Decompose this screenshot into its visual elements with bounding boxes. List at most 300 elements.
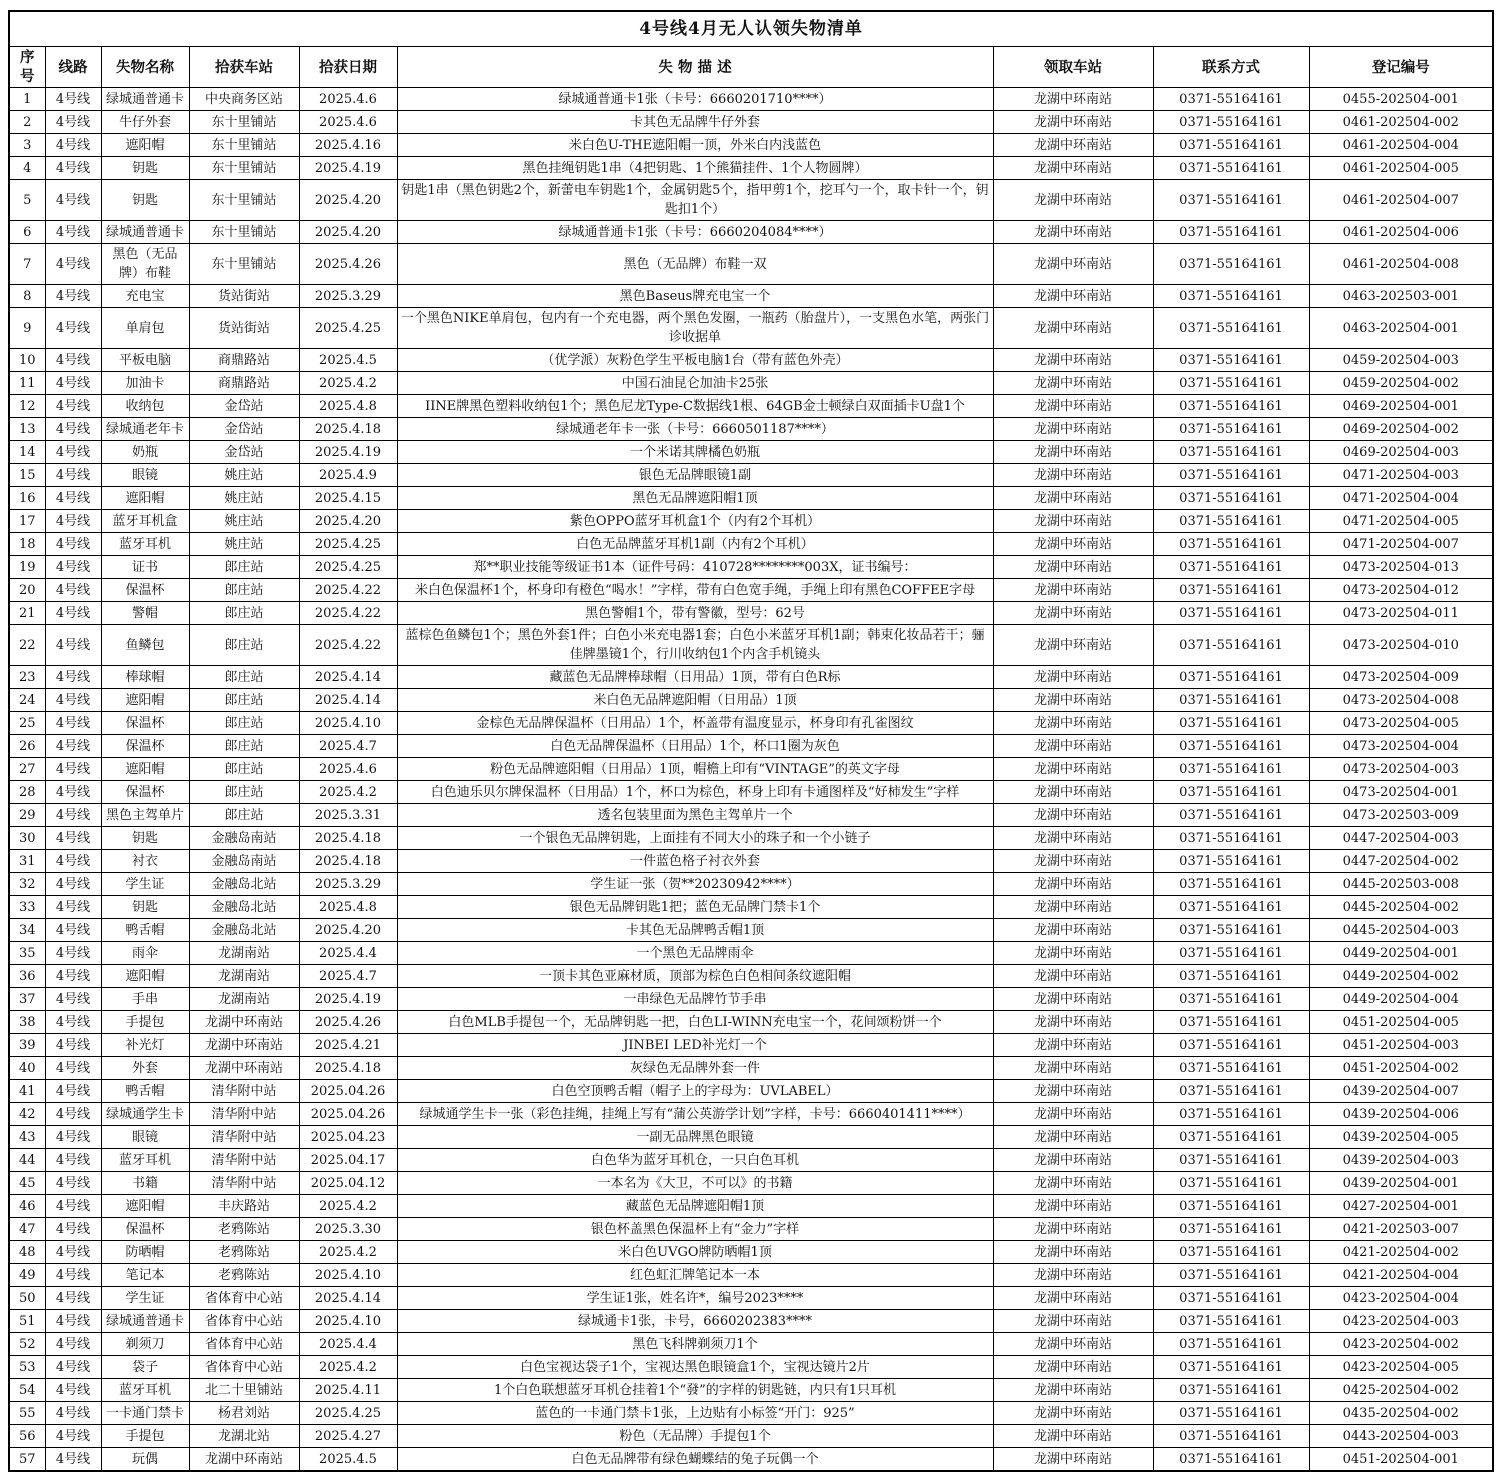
table-cell: 2025.4.19 (299, 157, 397, 180)
table-cell: 2025.4.11 (299, 1379, 397, 1402)
table-cell: 2025.4.14 (299, 1287, 397, 1310)
table-cell: 0371-55164161 (1153, 712, 1309, 735)
table-cell: 0371-55164161 (1153, 1080, 1309, 1103)
table-cell: 0371-55164161 (1153, 942, 1309, 965)
col-失物名称: 失物名称 (101, 47, 189, 88)
table-cell: 37 (9, 988, 45, 1011)
table-cell: 0423-202504-002 (1309, 1333, 1493, 1356)
table-cell: 4号线 (45, 349, 101, 372)
table-cell: 2025.4.19 (299, 441, 397, 464)
table-cell: 14 (9, 441, 45, 464)
table-cell: 4号线 (45, 1080, 101, 1103)
table-cell: 25 (9, 712, 45, 735)
table-cell: 金融岛南站 (189, 827, 299, 850)
table-cell: 遮阳帽 (101, 134, 189, 157)
table-cell: 龙湖中环南站 (189, 1448, 299, 1472)
table-cell: 蓝牙耳机 (101, 533, 189, 556)
table-row (9, 1195, 1493, 1218)
table-cell: 0439-202504-006 (1309, 1103, 1493, 1126)
table-cell: 龙湖中环南站 (993, 308, 1153, 349)
table-cell: 雨伞 (101, 942, 189, 965)
table-cell: 中央商务区站 (189, 88, 299, 111)
table-cell: 龙湖中环南站 (993, 487, 1153, 510)
table-cell: 东十里铺站 (189, 157, 299, 180)
table-cell: 龙湖中环南站 (993, 850, 1153, 873)
table-cell: 龙湖中环南站 (993, 88, 1153, 111)
table-cell: 4号线 (45, 1448, 101, 1472)
table-cell: 0371-55164161 (1153, 1172, 1309, 1195)
table-row (9, 1425, 1493, 1448)
table-cell: 0473-202504-005 (1309, 712, 1493, 735)
table-cell: 0371-55164161 (1153, 1448, 1309, 1472)
table-cell: 钥匙 (101, 157, 189, 180)
table-cell: 0439-202504-001 (1309, 1172, 1493, 1195)
table-cell: 手提包 (101, 1011, 189, 1034)
table-cell: 龙湖中环南站 (993, 988, 1153, 1011)
table-cell: 48 (9, 1241, 45, 1264)
table-cell: 卡其色无品牌牛仔外套 (397, 111, 993, 134)
table-cell: 绿城通普通卡1张（卡号：6660204084****） (397, 221, 993, 244)
table-cell: 外套 (101, 1057, 189, 1080)
table-cell: 商鼎路站 (189, 372, 299, 395)
table-cell: 龙湖北站 (189, 1425, 299, 1448)
table-cell: 2025.4.21 (299, 1034, 397, 1057)
table-cell: 郎庄站 (189, 556, 299, 579)
table-cell: 姚庄站 (189, 533, 299, 556)
table-cell: 金融岛北站 (189, 873, 299, 896)
table-cell: 4号线 (45, 1011, 101, 1034)
table-cell: 一个银色无品牌钥匙，上面挂有不同大小的珠子和一个小链子 (397, 827, 993, 850)
table-row (9, 1333, 1493, 1356)
table-cell: 2025.04.23 (299, 1126, 397, 1149)
table-cell: 0371-55164161 (1153, 896, 1309, 919)
table-row (9, 487, 1493, 510)
table-row (9, 533, 1493, 556)
table-cell: 0455-202504-001 (1309, 88, 1493, 111)
table-cell: 4号线 (45, 919, 101, 942)
table-cell: 4号线 (45, 134, 101, 157)
table-cell: 郎庄站 (189, 625, 299, 666)
table-cell: 0371-55164161 (1153, 850, 1309, 873)
table-cell: 0451-202504-003 (1309, 1034, 1493, 1057)
table-cell: 40 (9, 1057, 45, 1080)
table-cell: 0371-55164161 (1153, 157, 1309, 180)
table-cell: 52 (9, 1333, 45, 1356)
table-cell: 一个米诺其牌橘色奶瓶 (397, 441, 993, 464)
table-cell: 2025.4.8 (299, 896, 397, 919)
table-cell: 2025.4.20 (299, 510, 397, 533)
table-row (9, 965, 1493, 988)
table-cell: 黑色无品牌遮阳帽1顶 (397, 487, 993, 510)
table-cell: 2 (9, 111, 45, 134)
table-cell: 米白色UVGO牌防晒帽1顶 (397, 1241, 993, 1264)
table-cell: 龙湖中环南站 (993, 556, 1153, 579)
table-cell: 9 (9, 308, 45, 349)
table-cell: 0443-202504-003 (1309, 1425, 1493, 1448)
table-row (9, 1057, 1493, 1080)
table-cell: 鱼鳞包 (101, 625, 189, 666)
table-row (9, 1034, 1493, 1057)
table-cell: JINBEI LED补光灯一个 (397, 1034, 993, 1057)
table-cell: 龙湖中环南站 (993, 1310, 1153, 1333)
table-row (9, 88, 1493, 111)
table-cell: 0435-202504-002 (1309, 1402, 1493, 1425)
table-cell: 丰庆路站 (189, 1195, 299, 1218)
table-cell: 0425-202504-002 (1309, 1379, 1493, 1402)
table-cell: 黑色（无品牌）布鞋一双 (397, 244, 993, 285)
table-cell: 一本名为《大卫，不可以》的书籍 (397, 1172, 993, 1195)
table-cell: 钥匙 (101, 896, 189, 919)
table-cell: 4 (9, 157, 45, 180)
col-登记编号: 登记编号 (1309, 47, 1493, 88)
table-cell: 龙湖中环南站 (993, 157, 1153, 180)
table-cell: 龙湖中环南站 (993, 1402, 1153, 1425)
table-cell: 玩偶 (101, 1448, 189, 1472)
table-cell: 龙湖中环南站 (993, 735, 1153, 758)
table-cell: 龙湖中环南站 (993, 441, 1153, 464)
table-cell: 20 (9, 579, 45, 602)
table-cell: 郎庄站 (189, 735, 299, 758)
table-cell: 龙湖中环南站 (993, 758, 1153, 781)
table-cell: 2025.4.8 (299, 395, 397, 418)
table-cell: 2025.4.5 (299, 349, 397, 372)
table-cell: 2025.4.25 (299, 533, 397, 556)
table-cell: 保温杯 (101, 781, 189, 804)
table-cell: 19 (9, 556, 45, 579)
table-cell: 2025.4.10 (299, 1264, 397, 1287)
table-cell: 4号线 (45, 180, 101, 221)
table-cell: 0473-202503-009 (1309, 804, 1493, 827)
table-cell: 龙湖中环南站 (993, 134, 1153, 157)
table-cell: 0439-202504-007 (1309, 1080, 1493, 1103)
table-cell: 27 (9, 758, 45, 781)
table-cell: 18 (9, 533, 45, 556)
table-cell: 34 (9, 919, 45, 942)
table-cell: 单肩包 (101, 308, 189, 349)
table-row (9, 308, 1493, 349)
table-cell: 龙湖中环南站 (993, 180, 1153, 221)
table-cell: 姚庄站 (189, 487, 299, 510)
col-领取车站: 领取车站 (993, 47, 1153, 88)
table-cell: 笔记本 (101, 1264, 189, 1287)
table-cell: 0473-202504-013 (1309, 556, 1493, 579)
table-row (9, 111, 1493, 134)
table-cell: 4号线 (45, 804, 101, 827)
table-cell: 0445-202504-003 (1309, 919, 1493, 942)
table-cell: 0473-202504-011 (1309, 602, 1493, 625)
table-cell: 1 (9, 88, 45, 111)
table-cell: 0371-55164161 (1153, 285, 1309, 308)
table-cell: 蓝牙耳机盒 (101, 510, 189, 533)
table-row (9, 1172, 1493, 1195)
table-cell: 黑色挂绳钥匙1串（4把钥匙、1个熊猫挂件、1个人物圆牌） (397, 157, 993, 180)
table-cell: 龙湖中环南站 (993, 1425, 1153, 1448)
table-cell: 黑色Baseus牌充电宝一个 (397, 285, 993, 308)
table-cell: 2025.3.31 (299, 804, 397, 827)
table-row (9, 180, 1493, 221)
table-cell: 蓝色的一卡通门禁卡1张，上边贴有小标签“开门：925” (397, 1402, 993, 1425)
table-cell: 金岱站 (189, 418, 299, 441)
table-cell: 0449-202504-001 (1309, 942, 1493, 965)
table-cell: 10 (9, 349, 45, 372)
table-cell: 4号线 (45, 1034, 101, 1057)
table-cell: 0445-202504-002 (1309, 896, 1493, 919)
table-cell: 42 (9, 1103, 45, 1126)
table-cell: 2025.4.26 (299, 1011, 397, 1034)
table-cell: 4号线 (45, 487, 101, 510)
table-cell: 郎庄站 (189, 781, 299, 804)
table-cell: 白色宝视达袋子1个，宝视达黑色眼镜盒1个，宝视达镜片2片 (397, 1356, 993, 1379)
table-cell: 56 (9, 1425, 45, 1448)
table-cell: 0371-55164161 (1153, 308, 1309, 349)
table-cell: 0371-55164161 (1153, 1425, 1309, 1448)
table-cell: 龙湖中环南站 (993, 1264, 1153, 1287)
table-row (9, 285, 1493, 308)
table-cell: 0371-55164161 (1153, 1241, 1309, 1264)
table-cell: 0371-55164161 (1153, 1333, 1309, 1356)
table-cell: 0451-202504-002 (1309, 1057, 1493, 1080)
table-cell: 钥匙 (101, 180, 189, 221)
table-cell: 16 (9, 487, 45, 510)
table-cell: 2025.4.20 (299, 180, 397, 221)
table-cell: 0371-55164161 (1153, 781, 1309, 804)
table-cell: 4号线 (45, 1379, 101, 1402)
table-row (9, 1310, 1493, 1333)
table-row (9, 372, 1493, 395)
table-cell: 4号线 (45, 1195, 101, 1218)
table-cell: 32 (9, 873, 45, 896)
table-cell: 4号线 (45, 735, 101, 758)
table-cell: 龙湖中环南站 (993, 285, 1153, 308)
table-cell: 4号线 (45, 965, 101, 988)
table-cell: 2025.04.17 (299, 1149, 397, 1172)
table-cell: 龙湖中环南站 (993, 1126, 1153, 1149)
table-cell: 绿城通老年卡 (101, 418, 189, 441)
table-cell: 4号线 (45, 510, 101, 533)
table-cell: 0371-55164161 (1153, 1218, 1309, 1241)
table-cell: 遮阳帽 (101, 965, 189, 988)
table-cell: 2025.04.26 (299, 1103, 397, 1126)
table-cell: 姚庄站 (189, 464, 299, 487)
table-cell: 2025.4.14 (299, 666, 397, 689)
table-cell: 收纳包 (101, 395, 189, 418)
table-row (9, 781, 1493, 804)
table-cell: 0371-55164161 (1153, 349, 1309, 372)
table-row (9, 1011, 1493, 1034)
table-cell: 龙湖中环南站 (993, 827, 1153, 850)
table-row (9, 919, 1493, 942)
table-cell: 龙湖中环南站 (993, 221, 1153, 244)
table-cell: 22 (9, 625, 45, 666)
table-cell: 2025.4.4 (299, 942, 397, 965)
table-cell: 龙湖中环南站 (993, 781, 1153, 804)
table-cell: 4号线 (45, 1425, 101, 1448)
table-cell: 绿城通普通卡 (101, 221, 189, 244)
table-cell: 藏蓝色无品牌遮阳帽1顶 (397, 1195, 993, 1218)
table-cell: 2025.4.4 (299, 1333, 397, 1356)
table-cell: 红色虹汇牌笔记本一本 (397, 1264, 993, 1287)
table-row (9, 873, 1493, 896)
table-row (9, 1402, 1493, 1425)
table-cell: 0421-202503-007 (1309, 1218, 1493, 1241)
table-cell: 龙湖中环南站 (993, 1149, 1153, 1172)
table-cell: 郑**职业技能等级证书1本（证件号码：410728********003X，证书编号： (397, 556, 993, 579)
table-cell: 4号线 (45, 308, 101, 349)
table-cell: 2025.04.26 (299, 1080, 397, 1103)
table-cell: 0371-55164161 (1153, 1310, 1309, 1333)
table-cell: 绿城通普通卡 (101, 1310, 189, 1333)
table-cell: 龙湖中环南站 (993, 395, 1153, 418)
table-cell: 0371-55164161 (1153, 1011, 1309, 1034)
table-cell: 0371-55164161 (1153, 1195, 1309, 1218)
col-拾获车站: 拾获车站 (189, 47, 299, 88)
table-cell: 龙湖中环南站 (993, 579, 1153, 602)
table-cell: 4号线 (45, 1172, 101, 1195)
table-row (9, 157, 1493, 180)
table-cell: 0371-55164161 (1153, 556, 1309, 579)
table-cell: 49 (9, 1264, 45, 1287)
table-cell: 4号线 (45, 896, 101, 919)
table-cell: 龙湖中环南站 (993, 1011, 1153, 1034)
table-cell: 2025.4.14 (299, 689, 397, 712)
table-cell: 北二十里铺站 (189, 1379, 299, 1402)
table-cell: 0471-202504-004 (1309, 487, 1493, 510)
table-cell: 龙湖中环南站 (993, 1172, 1153, 1195)
table-cell: 龙湖中环南站 (993, 1356, 1153, 1379)
table-cell: 2025.4.26 (299, 244, 397, 285)
table-cell: 4号线 (45, 244, 101, 285)
table-cell: 35 (9, 942, 45, 965)
table-row (9, 244, 1493, 285)
table-cell: 眼镜 (101, 1126, 189, 1149)
table-cell: 0371-55164161 (1153, 372, 1309, 395)
table-row (9, 666, 1493, 689)
table-cell: 龙湖中环南站 (993, 689, 1153, 712)
table-cell: 0371-55164161 (1153, 1103, 1309, 1126)
table-cell: IINE牌黑色塑料收纳包1个；黑色尼龙Type-C数据线1根、64GB金士顿绿白双面插卡U盘1个 (397, 395, 993, 418)
col-失物描述: 失 物 描 述 (397, 47, 993, 88)
table-cell: 0371-55164161 (1153, 666, 1309, 689)
table-cell: 57 (9, 1448, 45, 1472)
table-cell: 31 (9, 850, 45, 873)
table-row (9, 1149, 1493, 1172)
table-cell: 金棕色无品牌保温杯（日用品）1个，杯盖带有温度显示，杯身印有孔雀图纹 (397, 712, 993, 735)
table-cell: 4号线 (45, 533, 101, 556)
table-cell: 一个黑色无品牌雨伞 (397, 942, 993, 965)
table-cell: 0371-55164161 (1153, 735, 1309, 758)
table-row (9, 1356, 1493, 1379)
table-row (9, 134, 1493, 157)
table-cell: 28 (9, 781, 45, 804)
table-row (9, 1103, 1493, 1126)
table-cell: 0473-202504-010 (1309, 625, 1493, 666)
table-row (9, 896, 1493, 919)
table-cell: 龙湖中环南站 (993, 873, 1153, 896)
table-cell: 0447-202504-002 (1309, 850, 1493, 873)
table-cell: 老鸦陈站 (189, 1264, 299, 1287)
table-row (9, 556, 1493, 579)
table-cell: 2025.4.20 (299, 221, 397, 244)
table-cell: 清华附中站 (189, 1126, 299, 1149)
table-cell: 0461-202504-007 (1309, 180, 1493, 221)
table-cell: 龙湖中环南站 (189, 1034, 299, 1057)
table-cell: 龙湖中环南站 (189, 1011, 299, 1034)
table-cell: 黑色主驾单片 (101, 804, 189, 827)
table-cell: 0371-55164161 (1153, 395, 1309, 418)
table-cell: 0371-55164161 (1153, 88, 1309, 111)
table-row (9, 804, 1493, 827)
table-cell: 藏蓝色无品牌棒球帽（日用品）1顶，带有白色R标 (397, 666, 993, 689)
table-cell: 保温杯 (101, 735, 189, 758)
table-cell: 黑色（无品牌）布鞋 (101, 244, 189, 285)
table-cell: 45 (9, 1172, 45, 1195)
table-cell: 55 (9, 1402, 45, 1425)
table-cell: 加油卡 (101, 372, 189, 395)
table-cell: 东十里铺站 (189, 221, 299, 244)
table-cell: 0439-202504-005 (1309, 1126, 1493, 1149)
table-cell: 17 (9, 510, 45, 533)
table-cell: 0439-202504-003 (1309, 1149, 1493, 1172)
table-cell: 龙湖中环南站 (993, 533, 1153, 556)
table-cell: 龙湖中环南站 (993, 244, 1153, 285)
table-cell: 平板电脑 (101, 349, 189, 372)
table-cell: 2025.3.30 (299, 1218, 397, 1241)
table-cell: 41 (9, 1080, 45, 1103)
table-cell: 老鸦陈站 (189, 1241, 299, 1264)
table-cell: 省体育中心站 (189, 1356, 299, 1379)
table-cell: 4号线 (45, 1356, 101, 1379)
table-cell: 一个黑色NIKE单肩包，包内有一个充电器，两个黑色发圈，一瓶药（胎盘片），一支黑色水笔，两张门诊收据单 (397, 308, 993, 349)
table-cell: 蓝牙耳机 (101, 1149, 189, 1172)
table-cell: 4号线 (45, 666, 101, 689)
table-row (9, 1218, 1493, 1241)
table-cell: 0461-202504-008 (1309, 244, 1493, 285)
table-cell: 白色空顶鸭舌帽（帽子上的字母为：UVLABEL） (397, 1080, 993, 1103)
table-cell: 38 (9, 1011, 45, 1034)
table-cell: 24 (9, 689, 45, 712)
table-cell: 29 (9, 804, 45, 827)
table-cell: 郎庄站 (189, 804, 299, 827)
table-cell: 0451-202504-005 (1309, 1011, 1493, 1034)
table-cell: 眼镜 (101, 464, 189, 487)
table-cell: 龙湖中环南站 (993, 1034, 1153, 1057)
table-cell: 2025.4.25 (299, 1402, 397, 1425)
table-cell: 学生证1张，姓名许*，编号2023**** (397, 1287, 993, 1310)
table-cell: 0421-202504-004 (1309, 1264, 1493, 1287)
table-cell: 0473-202504-012 (1309, 579, 1493, 602)
table-cell: 7 (9, 244, 45, 285)
table-cell: 2025.4.16 (299, 134, 397, 157)
table-cell: 2025.4.6 (299, 111, 397, 134)
table-cell: 龙湖中环南站 (993, 1218, 1153, 1241)
table-cell: 2025.4.19 (299, 988, 397, 1011)
table-cell: 0463-202503-001 (1309, 285, 1493, 308)
table-cell: 0421-202504-002 (1309, 1241, 1493, 1264)
table-cell: 东十里铺站 (189, 180, 299, 221)
table-cell: 36 (9, 965, 45, 988)
table-cell: 2025.4.7 (299, 735, 397, 758)
table-cell: 白色MLB手提包一个，无品牌钥匙一把，白色LI-WINN充电宝一个，花间颂粉饼一个 (397, 1011, 993, 1034)
table-cell: 4号线 (45, 1149, 101, 1172)
table-cell: 警帽 (101, 602, 189, 625)
table-cell: 2025.4.18 (299, 827, 397, 850)
table-cell: 0371-55164161 (1153, 602, 1309, 625)
table-cell: 30 (9, 827, 45, 850)
table-cell: 2025.4.9 (299, 464, 397, 487)
table-cell: 龙湖中环南站 (993, 1103, 1153, 1126)
table-cell: 0469-202504-002 (1309, 418, 1493, 441)
table-cell: 2025.4.6 (299, 758, 397, 781)
